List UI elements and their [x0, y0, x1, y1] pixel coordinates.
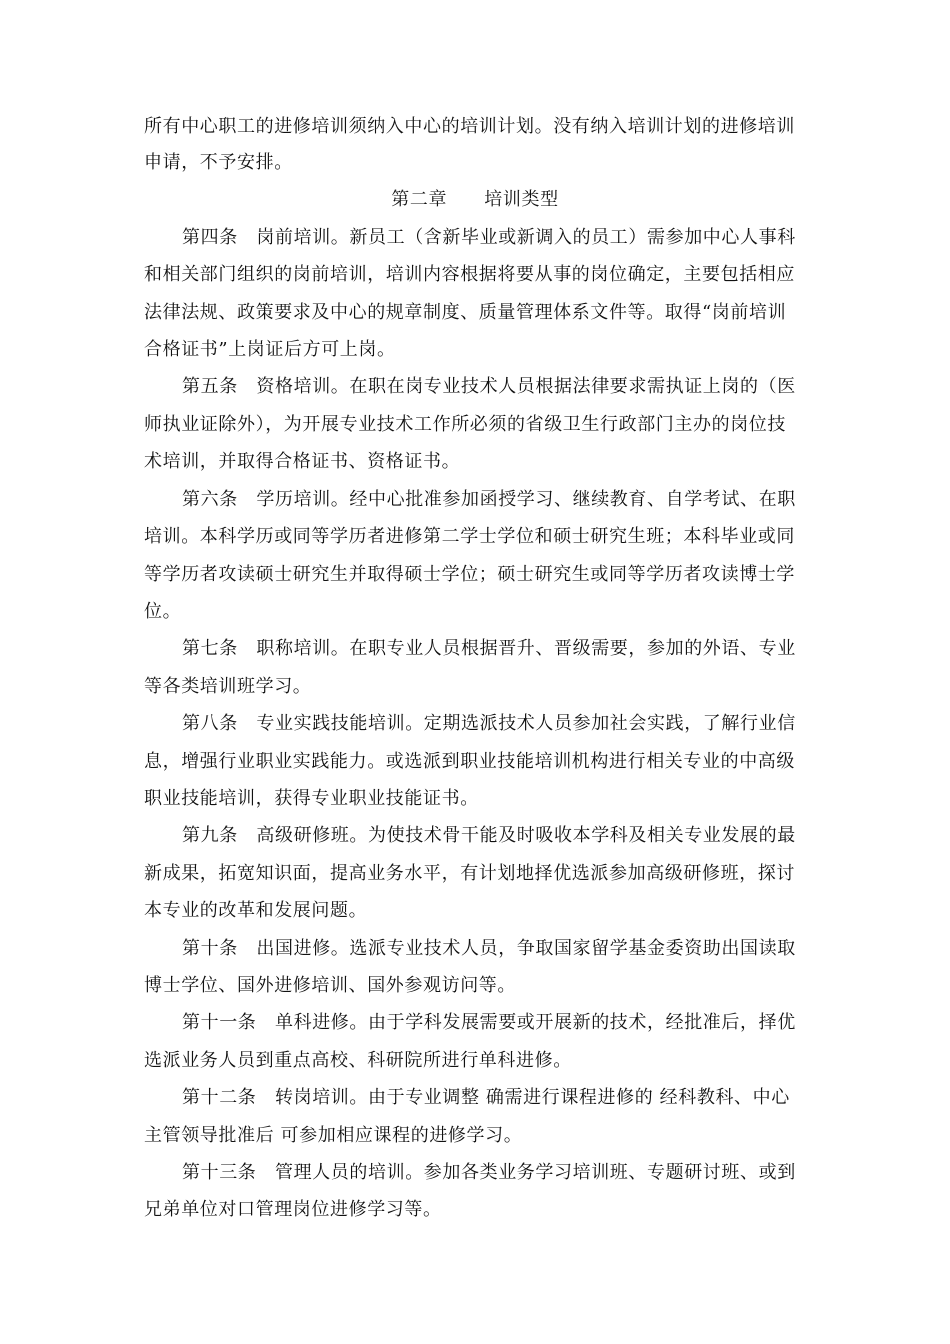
article-6-line: 第六条 学历培训。经中心批准参加函授学习、继续教育、自学考试、在职 [182, 489, 796, 510]
article-11-line: 第十一条 单科进修。由于学科发展需要或开展新的技术，经批准后，择优 [182, 1012, 796, 1033]
text-line: 本专业的改革和发展问题。 [144, 900, 368, 921]
text-line: 等学历者攻读硕士研究生并取得硕士学位；硕士研究生或同等学历者攻读博士学 [144, 564, 795, 585]
text-line: 术培训，并取得合格证书、资格证书。 [144, 451, 461, 472]
text-line: 兄弟单位对口管理岗位进修学习等。 [144, 1199, 442, 1220]
text-line: 息，增强行业职业实践能力。或选派到职业技能培训机构进行相关专业的中高级 [144, 751, 795, 772]
article-12-line: 第十二条 转岗培训。由于专业调整 确需进行课程进修的 经科教科、中心 [182, 1087, 790, 1108]
text-line: 新成果，拓宽知识面，提高业务水平，有计划地择优选派参加高级研修班，探讨 [144, 863, 795, 884]
article-13-line: 第十三条 管理人员的培训。参加各类业务学习培训班、专题研讨班、或到 [182, 1162, 796, 1183]
text-line: 师执业证除外），为开展专业技术工作所必须的省级卫生行政部门主办的岗位技 [144, 414, 786, 435]
text-line: 职业技能培训，获得专业职业技能证书。 [144, 788, 479, 809]
article-4-line: 第四条 岗前培训。新员工（含新毕业或新调入的员工）需参加中心人事科 [182, 227, 796, 248]
text-line: 选派业务人员到重点高校、科研院所进行单科进修。 [144, 1050, 572, 1071]
text-line: 和相关部门组织的岗前培训，培训内容根据将要从事的岗位确定，主要包括相应 [144, 264, 795, 285]
text-line: 等各类培训班学习。 [144, 676, 312, 697]
text-line: 主管领导批准后 可参加相应课程的进修学习。 [144, 1125, 523, 1146]
chapter-heading: 第二章 培训类型 [391, 189, 559, 210]
text-line: 法律法规、政策要求及中心的规章制度、质量管理体系文件等。取得“岗前培训 [144, 302, 787, 323]
article-7-line: 第七条 职称培训。在职专业人员根据晋升、晋级需要，参加的外语、专业 [182, 638, 796, 659]
text-line: 位。 [144, 601, 182, 622]
article-10-line: 第十条 出国进修。选派专业技术人员，争取国家留学基金委资助出国读取 [182, 938, 796, 959]
article-9-line: 第九条 高级研修班。为使技术骨干能及时吸收本学科及相关专业发展的最 [182, 825, 796, 846]
text-line: 所有中心职工的进修培训须纳入中心的培训计划。没有纳入培训计划的进修培训 [144, 116, 795, 137]
text-line: 申请，不予安排。 [144, 152, 293, 173]
text-line: 博士学位、国外进修培训、国外参观访问等。 [144, 975, 516, 996]
text-line: 合格证书”上岗证后方可上岗。 [144, 339, 396, 360]
text-line: 培训。本科学历或同等学历者进修第二学士学位和硕士研究生班；本科毕业或同 [144, 526, 795, 547]
article-8-line: 第八条 专业实践技能培训。定期选派技术人员参加社会实践，了解行业信 [182, 713, 796, 734]
article-5-line: 第五条 资格培训。在职在岗专业技术人员根据法律要求需执证上岗的（医 [182, 376, 796, 397]
